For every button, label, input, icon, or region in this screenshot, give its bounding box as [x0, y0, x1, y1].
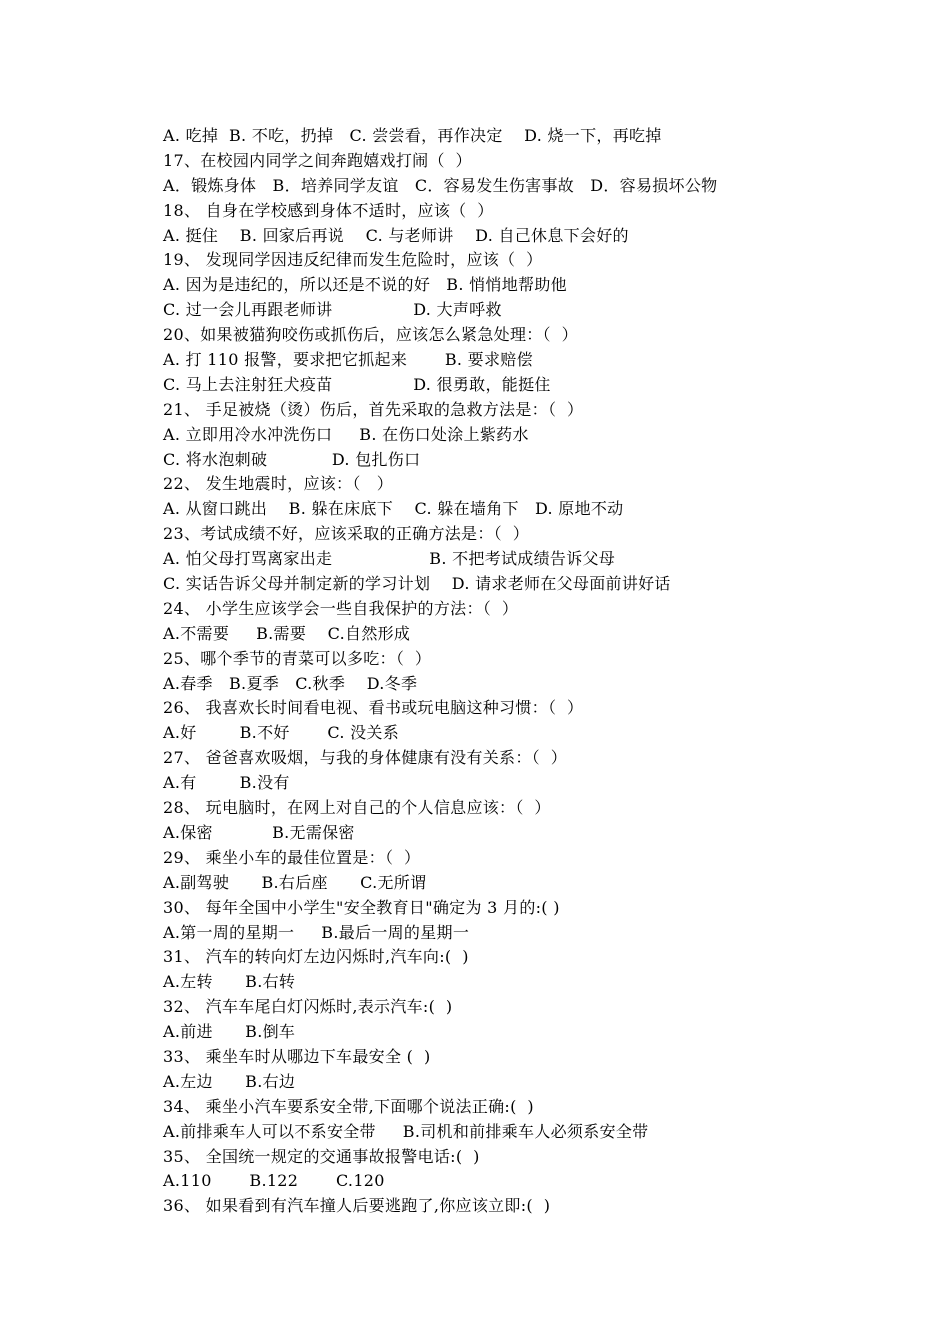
options-33: A.左边 B.右边 — [163, 1071, 296, 1091]
question-32: 32、 汽车车尾白灯闪烁时,表示汽车:( ) — [163, 997, 453, 1017]
options-29: A.副驾驶 B.右后座 C.无所谓 — [163, 872, 427, 892]
options-18: A. 挺住 B. 回家后再说 C. 与老师讲 D. 自己休息下会好的 — [163, 225, 629, 245]
question-18: 18、 自身在学校感到身体不适时，应该（ ） — [163, 200, 494, 220]
options-22: A. 从窗口跳出 B. 躲在床底下 C. 躲在墙角下 D. 原地不动 — [163, 499, 624, 519]
document-body — [163, 124, 863, 1219]
question-29: 29、 乘坐小车的最佳位置是：（ ） — [163, 847, 421, 867]
question-24: 24、 小学生应该学会一些自我保护的方法：（ ） — [163, 598, 519, 618]
options-31: A.左转 B.右转 — [163, 972, 296, 992]
options-19-cd: C. 过一会儿再跟老师讲 D. 大声呼救 — [163, 300, 502, 320]
options-19-ab: A. 因为是违纪的，所以还是不说的好 B. 悄悄地帮助他 — [163, 275, 567, 295]
question-36: 36、 如果看到有汽车撞人后要逃跑了,你应该立即:( ) — [163, 1196, 551, 1216]
options-21-cd: C. 将水泡刺破 D. 包扎伤口 — [163, 449, 421, 469]
options-23-cd: C. 实话告诉父母并制定新的学习计划 D. 请求老师在父母面前讲好话 — [163, 574, 671, 594]
options-20-cd: C. 马上去注射狂犬疫苗 D. 很勇敢，能挺住 — [163, 374, 551, 394]
question-34: 34、 乘坐小汽车要系安全带,下面哪个说法正确:( ) — [163, 1096, 534, 1116]
options-28: A.保密 B.无需保密 — [163, 822, 355, 842]
question-23: 23、考试成绩不好，应该采取的正确方法是：（ ） — [163, 524, 530, 544]
options-27: A.有 B.没有 — [163, 773, 290, 793]
question-33: 33、 乘坐车时从哪边下车最安全 ( ) — [163, 1046, 431, 1066]
question-28: 28、 玩电脑时，在网上对自己的个人信息应该：（ ） — [163, 798, 551, 818]
options-21-ab: A. 立即用冷水冲洗伤口 B. 在伤口处涂上紫药水 — [163, 424, 529, 444]
question-35: 35、 全国统一规定的交通事故报警电话:( ) — [163, 1146, 480, 1166]
options-35: A.110 B.122 C.120 — [163, 1171, 385, 1191]
options-24: A.不需要 B.需要 C.自然形成 — [163, 623, 411, 643]
question-25: 25、哪个季节的青菜可以多吃：（ ） — [163, 648, 432, 668]
question-19: 19、 发现同学因违反纪律而发生危险时，应该（ ） — [163, 250, 543, 270]
question-31: 31、 汽车的转向灯左边闪烁时,汽车向:( ) — [163, 947, 469, 967]
options-34: A.前排乘车人可以不系安全带 B.司机和前排乘车人必须系安全带 — [163, 1121, 649, 1141]
question-22: 22、 发生地震时，应该：（ ） — [163, 474, 394, 494]
options-25: A.春季 B.夏季 C.秋季 D.冬季 — [163, 673, 418, 693]
question-27: 27、 爸爸喜欢吸烟，与我的身体健康有没有关系：（ ） — [163, 748, 568, 768]
options-26: A.好 B.不好 C. 没关系 — [163, 723, 400, 743]
question-30: 30、 每年全国中小学生"安全教育日"确定为 3 月的:( ) — [163, 897, 560, 917]
options-17: A．锻炼身体 B．培养同学友谊 C．容易发生伤害事故 D．容易损坏公物 — [163, 175, 718, 195]
text-line: A. 吃掉 B. 不吃，扔掉 C. 尝尝看，再作决定 D. 烧一下，再吃掉 — [163, 126, 662, 145]
question-26: 26、 我喜欢长时间看电视、看书或玩电脑这种习惯：（ ） — [163, 698, 584, 718]
options-23-ab: A. 怕父母打骂离家出走 B. 不把考试成绩告诉父母 — [163, 549, 616, 569]
options-20-ab: A. 打 110 报警，要求把它抓起来 B. 要求赔偿 — [163, 350, 533, 370]
question-17: 17、在校园内同学之间奔跑嬉戏打闹（ ） — [163, 150, 472, 170]
question-21: 21、 手足被烧（烫）伤后，首先采取的急救方法是：（ ） — [163, 399, 584, 419]
options-32: A.前进 B.倒车 — [163, 1022, 296, 1042]
options-30: A.第一周的星期一 B.最后一周的星期一 — [163, 922, 470, 942]
question-20: 20、如果被猫狗咬伤或抓伤后，应该怎么紧急处理：（ ） — [163, 325, 578, 345]
